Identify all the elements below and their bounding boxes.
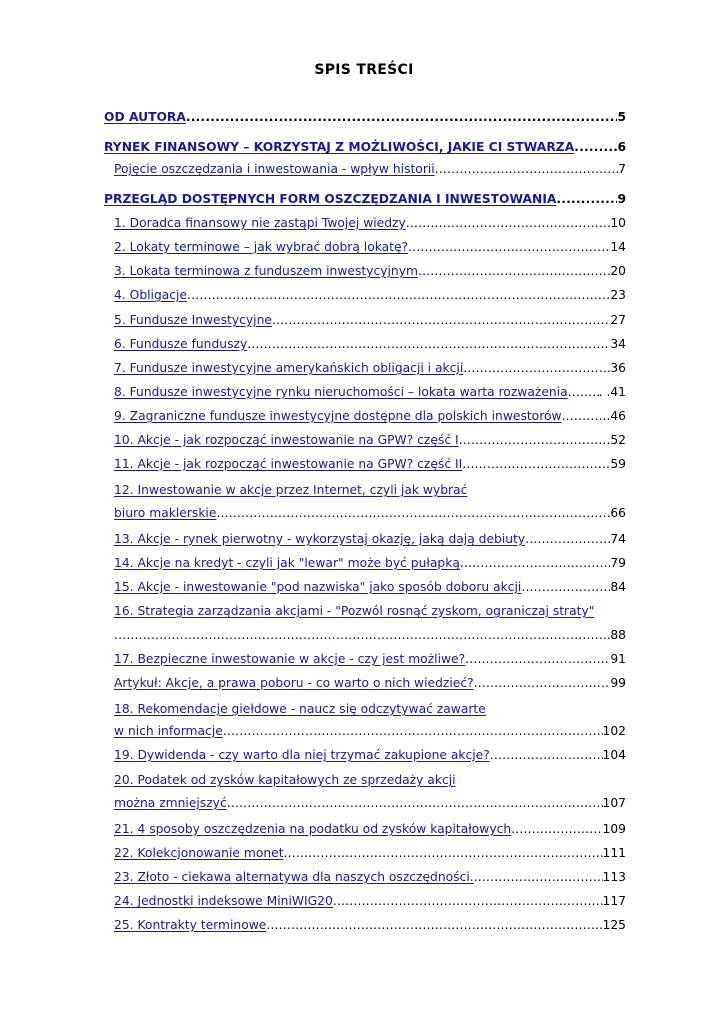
toc-entry-link[interactable]: biuro maklerskie <box>114 506 217 520</box>
toc-dot-leader <box>406 214 611 232</box>
toc-page-number: 125 <box>602 918 626 932</box>
toc-entry[interactable] <box>114 238 626 256</box>
toc-entry[interactable] <box>104 108 626 126</box>
toc-dot-leader <box>459 431 611 449</box>
toc-entry[interactable] <box>114 794 626 812</box>
toc-dot-leader <box>333 892 603 910</box>
toc-entry-link[interactable]: 9. Zagraniczne fundusze inwestycyjne dostępne dla polskich inwestorów <box>114 409 562 423</box>
toc-page-number: 9 <box>617 192 626 206</box>
toc-entry[interactable] <box>114 844 626 862</box>
toc-page-number: 79 <box>610 556 626 570</box>
toc-entry[interactable] <box>114 722 626 740</box>
toc-dot-leader <box>474 674 611 692</box>
toc-entry-link[interactable]: OD AUTORA <box>104 110 186 124</box>
toc-entry[interactable] <box>114 674 626 692</box>
toc-entry-link[interactable]: 12. Inwestowanie w akcje przez Internet, czyli jak wybrać <box>114 483 468 497</box>
toc-entry[interactable] <box>114 700 626 718</box>
toc-dot-leader <box>460 554 610 572</box>
toc-entry[interactable] <box>114 311 626 329</box>
toc-dot-leader <box>223 722 603 740</box>
toc-page-number: 91 <box>610 652 626 666</box>
toc-dot-leader <box>408 238 610 256</box>
toc-entry[interactable] <box>114 383 626 401</box>
toc-page-number: 102 <box>602 724 626 738</box>
toc-dot-leader <box>463 359 610 377</box>
toc-entry[interactable] <box>114 602 626 620</box>
toc-dot-leader <box>284 844 603 862</box>
toc-entry[interactable] <box>104 190 626 208</box>
toc-entry-link[interactable]: 3. Lokata terminowa z funduszem inwestycyjnym <box>114 264 418 278</box>
toc-page-number: 23 <box>610 288 626 302</box>
toc-entry-link[interactable]: 19. Dywidenda - czy warto dla niej trzymać zakupione akcje? <box>114 748 490 762</box>
toc-entry-link[interactable]: Pojęcie oszczędzania i inwestowania - wpływ historii <box>114 162 435 176</box>
toc-dot-leader <box>462 455 610 473</box>
toc-entry-link[interactable]: 24. Jednostki indeksowe MiniWIG20 <box>114 894 333 908</box>
toc-page-number: 109 <box>602 822 626 836</box>
toc-dot-leader <box>227 794 603 812</box>
toc-entry-link[interactable]: 22. Kolekcjonowanie monet <box>114 846 284 860</box>
toc-entry[interactable] <box>114 481 626 499</box>
toc-entry-link[interactable]: 18. Rekomendacje giełdowe - naucz się odczytywać zawarte <box>114 702 486 716</box>
toc-page-number: 84 <box>610 580 626 594</box>
toc-dot-leader <box>216 504 610 522</box>
toc-entry[interactable] <box>114 746 626 764</box>
toc-dot-leader <box>465 650 610 668</box>
toc-entry-link[interactable]: w nich informacje <box>114 724 223 738</box>
toc-entry-link[interactable]: 15. Akcje - inwestowanie "pod nazwiska" jako sposób doboru akcji <box>114 580 522 594</box>
toc-dot-leader <box>574 138 617 156</box>
toc-entry-link[interactable]: 16. Strategia zarządzania akcjami - "Pozwól rosnąć zyskom, ograniczaj straty" <box>114 604 595 618</box>
toc-entry-link[interactable]: 2. Lokaty terminowe – jak wybrać dobrą lokatę? <box>114 240 409 254</box>
toc-entry[interactable] <box>114 407 626 425</box>
toc-entry-link[interactable]: 25. Kontrakty terminowe <box>114 918 267 932</box>
toc-dot-leader <box>525 530 610 548</box>
toc-entry-link[interactable]: 11. Akcje - jak rozpocząć inwestowanie na GPW? część II <box>114 457 463 471</box>
toc-page-number: 66 <box>610 506 626 520</box>
toc-entry[interactable] <box>114 262 626 280</box>
toc-dot-leader <box>272 311 610 329</box>
toc-dot-leader <box>114 626 610 644</box>
toc-dot-leader <box>521 578 610 596</box>
toc-page-number: 20 <box>610 264 626 278</box>
toc-page-number: 107 <box>602 796 626 810</box>
toc-page-number: ....46 <box>594 409 626 423</box>
toc-page-number: . .41 <box>598 385 626 399</box>
toc-page-number: 7 <box>618 162 626 176</box>
toc-page-number: 34 <box>610 337 626 351</box>
toc-entry-link[interactable]: 5. Fundusze Inwestycyjne <box>114 313 272 327</box>
toc-entry[interactable] <box>114 455 626 473</box>
toc-entry[interactable] <box>114 554 626 572</box>
toc-dot-leader <box>568 383 599 401</box>
toc-dot-leader <box>435 160 618 178</box>
toc-entry[interactable] <box>114 820 626 838</box>
toc-entry-link[interactable]: 8. Fundusze inwestycyjne rynku nieruchomości – lokata warta rozważenia <box>114 385 568 399</box>
toc-entry-link[interactable]: można zmniejszyć <box>114 796 227 810</box>
toc-entry-link[interactable]: 6. Fundusze funduszy <box>114 337 248 351</box>
toc-page-number: 117 <box>602 894 626 908</box>
toc-entry-link[interactable]: 21. 4 sposoby oszczędzenia na podatku od zysków kapitałowych <box>114 822 512 836</box>
toc-page-number: 5 <box>617 110 626 124</box>
toc-page-number: 10 <box>610 216 626 230</box>
toc-page-number: 36 <box>610 361 626 375</box>
toc-dot-leader <box>474 868 603 886</box>
toc-entry[interactable] <box>114 431 626 449</box>
toc-entry[interactable] <box>114 868 626 886</box>
toc-dot-leader <box>266 916 602 934</box>
toc-page-number: 59 <box>610 457 626 471</box>
toc-dot-leader <box>562 407 595 425</box>
toc-dot-leader <box>556 190 617 208</box>
toc-entry-link[interactable]: 17. Bezpieczne inwestowanie w akcje - czy jest możliwe? <box>114 652 466 666</box>
toc-entry[interactable] <box>114 335 626 353</box>
toc-entry[interactable] <box>114 892 626 910</box>
toc-dot-leader <box>490 746 603 764</box>
toc-page-number: 104 <box>602 748 626 762</box>
page-title: SPIS TREŚCI <box>314 62 414 78</box>
toc-entry[interactable] <box>114 578 626 596</box>
toc-entry-link[interactable]: RYNEK FINANSOWY – KORZYSTAJ Z MOŻLIWOŚCI, JAKIE CI STWARZA <box>104 140 575 154</box>
toc-entry[interactable] <box>114 160 626 178</box>
toc-entry-link[interactable]: 20. Podatek od zysków kapitałowych ze sprzedaży akcji <box>114 773 456 787</box>
toc-entry[interactable] <box>114 530 626 548</box>
toc-dot-leader <box>418 262 610 280</box>
toc-entry-link[interactable]: 23. Złoto - ciekawa alternatywa dla naszych oszczędności. <box>114 870 474 884</box>
toc-entry[interactable] <box>114 626 626 644</box>
toc-entry-link[interactable]: 13. Akcje - rynek pierwotny - wykorzystaj okazję, jaką dają debiuty <box>114 532 526 546</box>
toc-entry[interactable] <box>114 359 626 377</box>
toc-page-number: 52 <box>610 433 626 447</box>
toc-entry-link[interactable]: 4. Obligacje <box>114 288 188 302</box>
toc-entry-link[interactable]: 1. Doradca finansowy nie zastąpi Twojej wiedzy <box>114 216 406 230</box>
toc-page-number: 99 <box>610 676 626 690</box>
toc-dot-leader <box>247 335 610 353</box>
toc-entry[interactable] <box>114 286 626 304</box>
toc-entry-link[interactable]: 14. Akcje na kredyt - czyli jak "lewar" może być pułapką <box>114 556 460 570</box>
toc-entry[interactable] <box>114 214 626 232</box>
toc-page-number: 27 <box>610 313 626 327</box>
toc-entry[interactable] <box>114 771 626 789</box>
toc-page-number: 14 <box>610 240 626 254</box>
toc-dot-leader <box>187 286 610 304</box>
toc-entry-link[interactable]: Artykuł: Akcje, a prawa poboru - co warto o nich wiedzieć? <box>114 676 474 690</box>
toc-entry[interactable] <box>114 650 626 668</box>
toc-page-number: 111 <box>602 846 626 860</box>
toc-page-number: 113 <box>602 870 626 884</box>
toc-page-number: 88 <box>610 628 626 642</box>
toc-entry[interactable] <box>114 916 626 934</box>
toc-page-number: 6 <box>617 140 626 154</box>
toc-entry-link[interactable]: PRZEGLĄD DOSTĘPNYCH FORM OSZCZĘDZANIA I INWESTOWANIA <box>104 192 557 206</box>
toc-entry[interactable] <box>114 504 626 522</box>
toc-dot-leader <box>511 820 602 838</box>
toc-entry[interactable] <box>104 138 626 156</box>
toc-entry-link[interactable]: 7. Fundusze inwestycyjne amerykańskich obligacji i akcji <box>114 361 464 375</box>
toc-dot-leader <box>186 108 618 126</box>
toc-entry-link[interactable]: 10. Akcje - jak rozpocząć inwestowanie na GPW? część I <box>114 433 459 447</box>
toc-page-number: 74 <box>610 532 626 546</box>
